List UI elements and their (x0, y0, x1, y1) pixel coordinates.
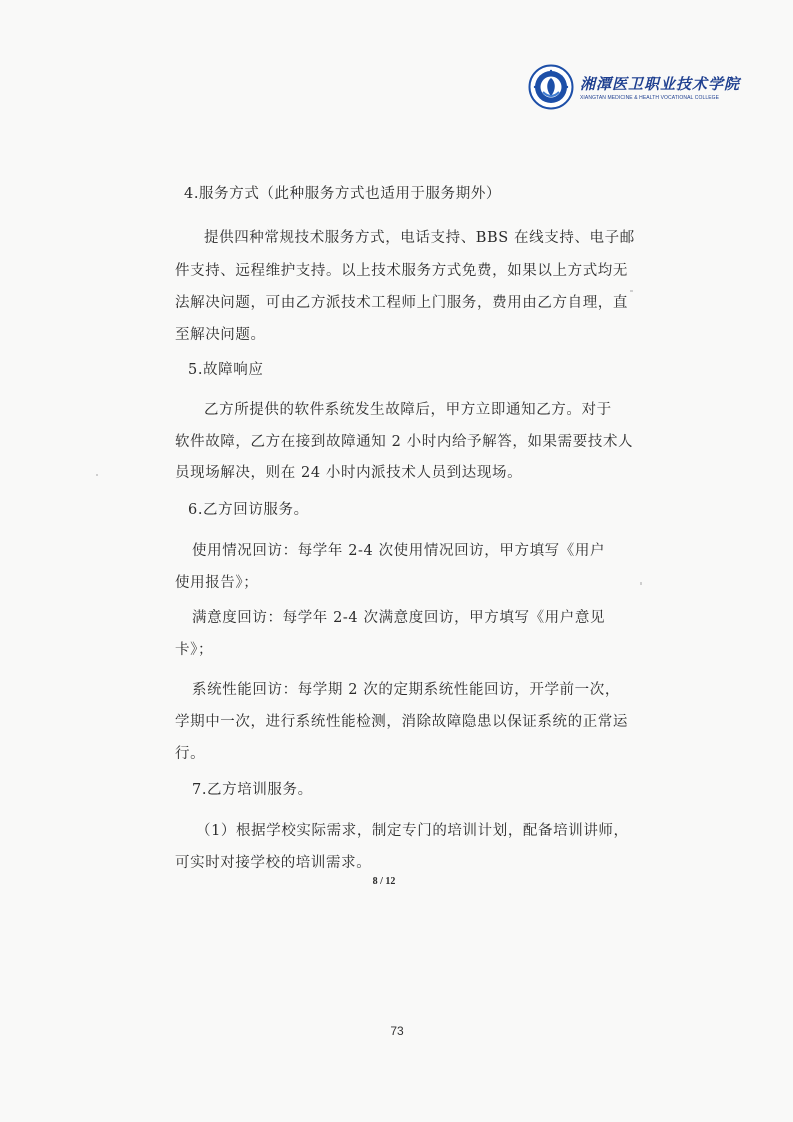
paragraph-line: 卡》； (175, 642, 214, 658)
paragraph-line: 学期中一次，进行系统性能检测，消除故障隐患以保证系统的正常运 (175, 714, 628, 730)
paragraph-line: 可实时对接学校的培训需求。 (175, 855, 372, 871)
paragraph-line: 乙方所提供的软件系统发生故障后，甲方立即通知乙方。对于 (204, 402, 612, 418)
paragraph-line: 系统性能回访：每学期 2 次的定期系统性能回访，开学前一次， (192, 682, 620, 698)
section-heading: 5.故障响应 (188, 362, 264, 378)
section-heading: 4.服务方式（此种服务方式也适用于服务期外） (184, 186, 502, 202)
paragraph-line: 提供四种常规技术服务方式，电话支持、BBS 在线支持、电子邮 (204, 230, 635, 246)
paragraph-line: 使用情况回访：每学年 2-4 次使用情况回访，甲方填写《用户 (192, 543, 606, 559)
paragraph-line: 行。 (175, 746, 206, 762)
footer-page-number: 73 (390, 1024, 404, 1038)
scan-speck (630, 290, 633, 292)
college-name-en: XIANGTAN MEDICINE & HEALTH VOCATIONAL COLLEGE (580, 95, 720, 101)
paragraph-line: 员现场解决，则在 24 小时内派技术人员到达现场。 (175, 465, 523, 481)
section-heading: 6.乙方回访服务。 (188, 502, 309, 518)
paragraph-line: 使用报告》； (175, 575, 259, 591)
paragraph-line: 件支持、远程维护支持。以上技术服务方式免费，如果以上方式均无 (175, 263, 628, 279)
section-heading: 7.乙方培训服务。 (192, 782, 313, 798)
paragraph-line: 法解决问题，可由乙方派技术工程师上门服务，费用由乙方自理，直 (175, 295, 628, 311)
scan-speck (96, 474, 98, 476)
paragraph-line: 满意度回访：每学年 2-4 次满意度回访，甲方填写《用户意见 (192, 610, 606, 626)
page-number: 8 / 12 (372, 876, 396, 887)
paragraph-line: 软件故障，乙方在接到故障通知 2 小时内给予解答，如果需要技术人 (175, 434, 634, 450)
paragraph-line: 至解决问题。 (175, 327, 266, 343)
college-name-cn: 湘潭医卫职业技术学院 (580, 75, 741, 93)
paragraph-line: （1）根据学校实际需求，制定专门的培训计划，配备培训讲师， (196, 823, 629, 839)
scan-speck (640, 582, 642, 585)
